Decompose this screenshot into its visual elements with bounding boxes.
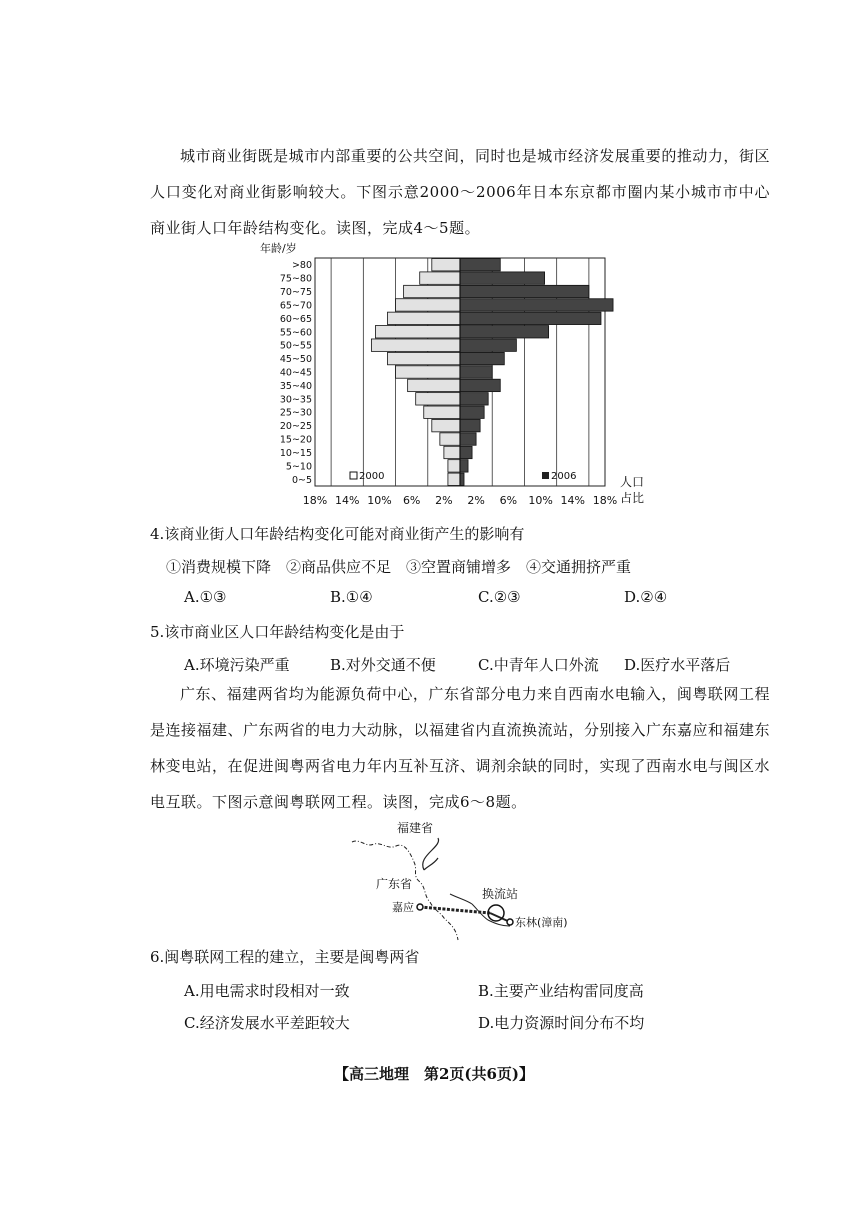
age-group-label: 55~60 [279,327,312,339]
x-tick-label: 2% [435,494,453,507]
legend-swatch-2000 [350,472,357,479]
question-5-option-b[interactable]: B.对外交通不便 [330,656,436,674]
x-tick-label: 10% [367,494,392,507]
intro-paragraph-2: 广东、福建两省均为能源负荷中心，广东省部分电力来自西南水电输入，闽粤联网工程是连接福建、广东两省的电力大动脉，以福建省内直流换流站，分别接入广东嘉应和福建东林变电站，在促进闽粤两省电力年内互补互济、调剂余缺的同时，实现了西南水电与闽区水电互联。下图示意闽粤联网工程。读图，完成6～8题。 [150,685,771,811]
question-6-option-a[interactable]: A.用电需求时段相对一致 [184,982,350,1000]
legend-swatch-2006 [542,472,549,479]
bar-2000-10 [371,339,460,351]
age-group-label: 65~70 [279,300,312,312]
question-4-option-c[interactable]: C.②③ [478,588,521,606]
bar-2006-14 [460,285,589,297]
bar-2000-7 [408,379,460,391]
x-tick-label: 10% [528,494,553,507]
age-group-label: 10~15 [279,447,312,459]
station-label: 换流站 [482,887,519,901]
bar-2006-12 [460,312,601,324]
legend-label-2006: 2006 [551,471,577,482]
jiaying-substation-icon [417,904,423,910]
x-tick-label: 14% [334,494,360,507]
bar-2006-10 [460,339,516,351]
question-5-option-c[interactable]: C.中青年人口外流 [478,656,599,674]
bar-2000-4 [432,419,460,431]
power-grid-map [340,812,580,947]
bar-2000-13 [396,299,460,311]
question-4-stem: 4.该商业街人口年龄结构变化可能对商业街产生的影响有 [150,525,525,543]
jiaying-label: 嘉应 [392,901,414,914]
question-6-stem: 6.闽粤联网工程的建立，主要是闽粤两省 [150,948,420,966]
bar-2000-5 [424,406,460,418]
question-6-option-c[interactable]: C.经济发展水平差距较大 [184,1014,350,1032]
legend-label-2000: 2000 [359,471,385,482]
bar-2006-7 [460,379,500,391]
bar-2000-3 [440,433,460,445]
age-group-label: >80 [291,260,312,272]
age-group-label: 60~65 [279,313,312,325]
question-4-option-b[interactable]: B.①④ [330,588,373,606]
bar-2000-6 [416,393,460,405]
bar-2006-0 [460,473,464,485]
x-tick-label: 6% [499,494,518,507]
age-group-label: 40~45 [279,367,312,379]
age-group-label: 5~10 [285,461,312,473]
x-tick-label: 18% [592,494,618,507]
bar-2000-9 [388,352,461,364]
age-group-label: 20~25 [279,421,312,433]
intro-paragraph-1: 城市商业街既是城市内部重要的公共空间，同时也是城市经济发展重要的推动力，街区人口变化对商业街影响较大。下图示意2000～2006年日本东京都市圈内某小城市市中心商业街人口年龄结构变化。读图，完成4～5题。 [150,147,770,237]
age-group-label: 0~5 [291,474,312,486]
question-6-option-b[interactable]: B.主要产业结构雷同度高 [478,982,644,1000]
page-footer: 【高三地理 第2页(共6页)】 [333,1065,535,1083]
question-6-option-d[interactable]: D.电力资源时间分布不均 [478,1014,645,1032]
x-axis-label-line1: 人口 [620,475,645,489]
question-5-option-d[interactable]: D.医疗水平落后 [624,656,731,674]
question-5-stem: 5.该市商业区人口年龄结构变化是由于 [150,623,405,641]
age-group-label: 75~80 [279,273,312,285]
fujian-label: 福建省 [397,821,434,835]
guangdong-label: 广东省 [376,877,413,891]
y-axis-label: 年龄/岁 [260,242,297,255]
age-group-label: 70~75 [279,287,312,299]
question-5-option-a[interactable]: A.环境污染严重 [184,656,290,674]
x-tick-label: 18% [302,494,328,507]
bar-2006-5 [460,406,484,418]
bar-2006-2 [460,446,472,458]
bar-2006-15 [460,272,545,284]
bar-2006-11 [460,326,549,338]
x-tick-label: 14% [560,494,586,507]
donglin-substation-icon [507,919,513,925]
question-4-items: ①消费规模下降 ②商品供应不足 ③空置商铺增多 ④交通拥挤严重 [166,558,632,576]
bar-2006-13 [460,299,613,311]
bar-2006-6 [460,393,488,405]
population-pyramid-chart [260,238,650,513]
age-group-label: 35~40 [279,380,312,392]
bar-2006-16 [460,259,500,271]
bar-2000-14 [404,285,460,297]
question-4-option-a[interactable]: A.①③ [184,588,227,606]
bar-2000-16 [432,259,460,271]
age-group-label: 50~55 [279,340,312,352]
coastline-inlet [423,838,439,870]
bar-2006-1 [460,460,468,472]
bar-2000-11 [375,326,460,338]
bar-2000-8 [396,366,460,378]
age-group-label: 45~50 [279,354,312,366]
x-axis-label-line2: 占比 [620,491,645,505]
bar-2000-12 [388,312,461,324]
x-tick-label: 2% [467,494,485,507]
donglin-label: 东林(漳南) [515,916,568,929]
bar-2006-8 [460,366,492,378]
age-group-label: 30~35 [279,394,312,406]
bar-2006-9 [460,352,504,364]
bar-2006-4 [460,419,480,431]
transmission-line [420,907,490,913]
bar-2000-0 [448,473,460,485]
question-4-option-d[interactable]: D.②④ [624,588,668,606]
bar-2000-2 [444,446,460,458]
x-tick-label: 6% [402,494,421,507]
bar-2000-15 [420,272,460,284]
age-group-label: 25~30 [279,407,312,419]
bar-2000-1 [448,460,460,472]
age-group-label: 15~20 [279,434,312,446]
bar-2006-3 [460,433,476,445]
